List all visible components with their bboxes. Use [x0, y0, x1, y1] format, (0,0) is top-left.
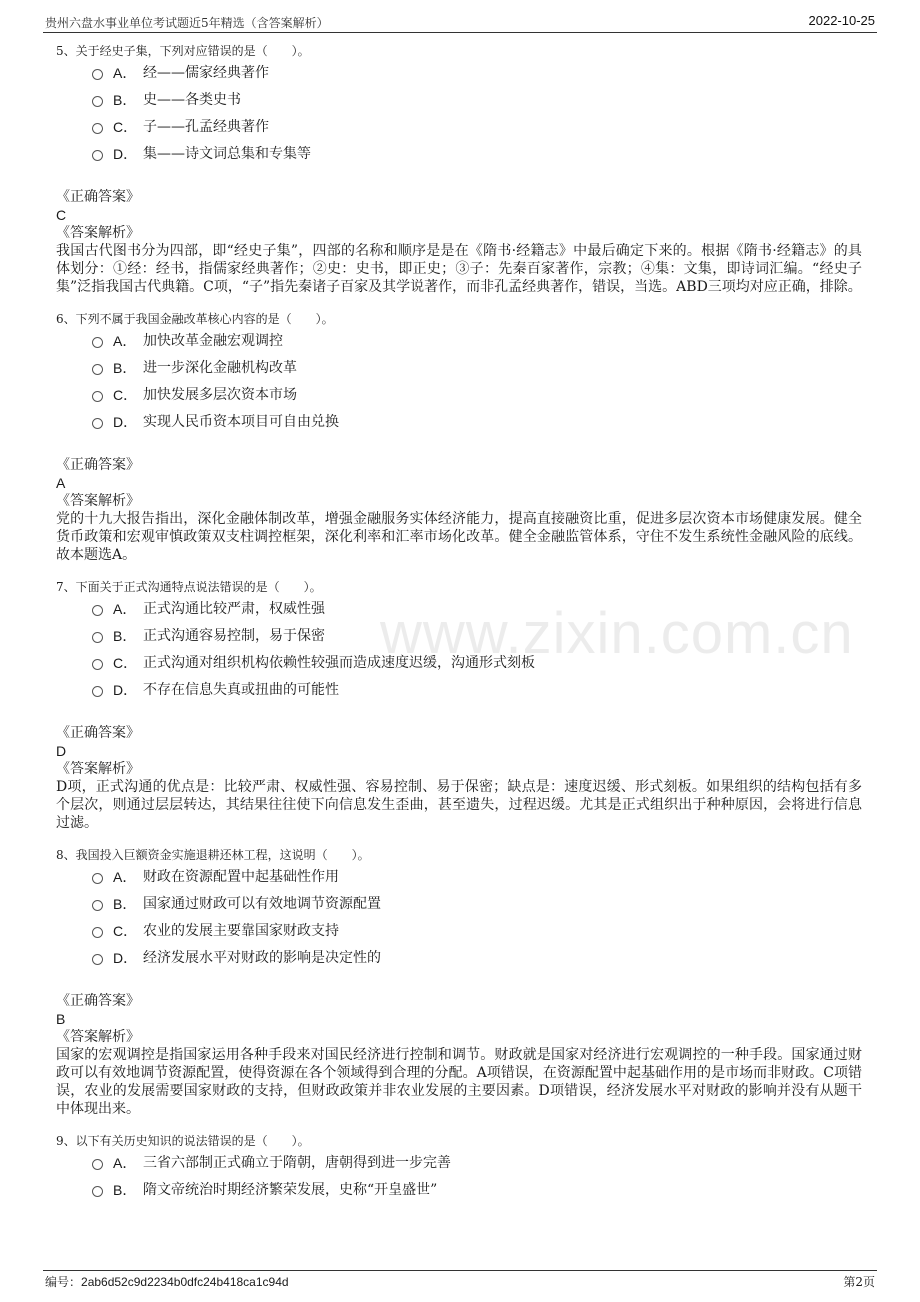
page-header	[43, 12, 877, 33]
answer-label: 《正确答案》	[56, 457, 140, 473]
radio-icon[interactable]	[92, 1159, 103, 1170]
option-item[interactable]	[92, 118, 862, 145]
question-block	[56, 1132, 862, 1208]
option-text: 正式沟通对组织机构依赖性较强而造成速度迟缓，沟通形式刻板	[143, 655, 535, 671]
option-item[interactable]	[92, 386, 862, 413]
explanation-text: 国家的宏观调控是指国家运用各种手段来对国民经济进行控制和调节。财政就是国家对经济进行宏观调控的一种手段。国家通过财政可以有效地调节资源配置，使得资源在各个领域得到合理的分配。A项错误，在资源配置中起基础作用的是市场而非财政。C项错误，农业的发展需要国家财政的支持，但财政政策并非农业发展的主要因素。D项错误，经济发展水平对财政的影响并没有从题干中体现出来。	[56, 1047, 862, 1117]
option-key: C．	[113, 923, 138, 939]
question-stem: 6、下列不属于我国金融改革核心内容的是（ ）。	[56, 312, 334, 326]
option-text: 子——孔孟经典著作	[143, 119, 269, 135]
radio-icon[interactable]	[92, 873, 103, 884]
answer-label: 《正确答案》	[56, 189, 140, 205]
option-item[interactable]	[92, 1154, 862, 1181]
explanation-label: 《答案解析》	[56, 493, 140, 509]
option-item[interactable]	[92, 413, 862, 440]
option-text: 不存在信息失真或扭曲的可能性	[143, 682, 339, 698]
option-item[interactable]	[92, 949, 862, 976]
option-key: C．	[113, 655, 138, 671]
option-list	[92, 868, 862, 976]
answer-value: D	[56, 743, 67, 759]
option-key: C．	[113, 387, 138, 403]
option-text: 集——诗文词总集和专集等	[143, 146, 311, 162]
option-item[interactable]	[92, 332, 862, 359]
explanation-text: D项，正式沟通的优点是：比较严肃、权威性强、容易控制、易于保密；缺点是：速度迟缓、形式刻板。如果组织的结构包括有多个层次，则通过层层转达，其结果往往使下向信息发生歪曲，甚至遗失，过程迟缓。尤其是正式组织出于种种原因，会将进行信息过滤。	[56, 779, 862, 831]
option-text: 经济发展水平对财政的影响是决定性的	[143, 950, 381, 966]
question-stem: 8、我国投入巨额资金实施退耕还林工程，这说明（ ）。	[56, 848, 370, 862]
option-key: D．	[113, 950, 138, 966]
radio-icon[interactable]	[92, 123, 103, 134]
option-item[interactable]	[92, 64, 862, 91]
radio-icon[interactable]	[92, 337, 103, 348]
option-list	[92, 64, 862, 172]
option-text: 正式沟通容易控制，易于保密	[143, 628, 325, 644]
option-item[interactable]	[92, 868, 862, 895]
option-key: D．	[113, 682, 138, 698]
watermark: www.zixin.com.cn	[380, 601, 854, 666]
radio-icon[interactable]	[92, 150, 103, 161]
answer-value: B	[56, 1011, 66, 1027]
code-label: 编号：	[45, 1275, 82, 1289]
option-key: B．	[113, 360, 137, 376]
radio-icon[interactable]	[92, 954, 103, 965]
option-item[interactable]	[92, 922, 862, 949]
option-item[interactable]	[92, 654, 862, 681]
option-text: 财政在资源配置中起基础性作用	[143, 869, 339, 885]
option-text: 经——儒家经典著作	[143, 65, 269, 81]
radio-icon[interactable]	[92, 1186, 103, 1197]
question-stem: 9、以下有关历史知识的说法错误的是（ ）。	[56, 1134, 310, 1148]
question-stem: 7、下面关于正式沟通特点说法错误的是（ ）。	[56, 580, 322, 594]
page-number: 第2页	[843, 1275, 875, 1289]
answer-value: A	[56, 475, 66, 491]
question-block	[56, 578, 862, 832]
explanation-text: 党的十九大报告指出，深化金融体制改革，增强金融服务实体经济能力，提高直接融资比重，促进多层次资本市场健康发展。健全货币政策和宏观审慎政策双支柱调控框架，深化利率和汇率市场化改革。健全金融监管体系，守住不发生系统性金融风险的底线。故本题选A。	[56, 511, 862, 563]
option-key: B．	[113, 92, 137, 108]
option-item[interactable]	[92, 681, 862, 708]
question-block	[56, 310, 862, 564]
radio-icon[interactable]	[92, 659, 103, 670]
option-key: B．	[113, 1182, 137, 1198]
document-date: 2022-10-25	[808, 13, 875, 28]
question-list	[56, 42, 862, 1208]
option-text: 进一步深化金融机构改革	[143, 360, 297, 376]
option-key: D．	[113, 146, 138, 162]
question-block	[56, 42, 862, 296]
radio-icon[interactable]	[92, 686, 103, 697]
option-text: 三省六部制正式确立于隋朝，唐朝得到进一步完善	[143, 1155, 451, 1171]
document-code	[45, 1273, 289, 1290]
option-list	[92, 332, 862, 440]
option-text: 隋文帝统治时期经济繁荣发展，史称“开皇盛世”	[143, 1182, 438, 1198]
option-item[interactable]	[92, 91, 862, 118]
answer-label: 《正确答案》	[56, 993, 140, 1009]
code-value: 2ab6d52c9d2234b0dfc24b418ca1c94d	[81, 1275, 289, 1289]
radio-icon[interactable]	[92, 96, 103, 107]
question-block	[56, 846, 862, 1118]
option-item[interactable]	[92, 895, 862, 922]
answer-label: 《正确答案》	[56, 725, 140, 741]
option-key: A．	[113, 65, 137, 81]
explanation-label: 《答案解析》	[56, 225, 140, 241]
option-item[interactable]	[92, 145, 862, 172]
question-stem: 5、关于经史子集，下列对应错误的是（ ）。	[56, 44, 310, 58]
radio-icon[interactable]	[92, 900, 103, 911]
option-text: 实现人民币资本项目可自由兑换	[143, 414, 339, 430]
answer-value: C	[56, 207, 67, 223]
option-list	[92, 1154, 862, 1208]
option-item[interactable]	[92, 600, 862, 627]
option-text: 加快改革金融宏观调控	[143, 333, 283, 349]
option-list	[92, 600, 862, 708]
option-text: 史——各类史书	[143, 92, 241, 108]
explanation-label: 《答案解析》	[56, 761, 140, 777]
document-title: 贵州六盘水事业单位考试题近5年精选（含答案解析）	[45, 16, 329, 30]
option-key: A．	[113, 1155, 137, 1171]
option-key: D．	[113, 414, 138, 430]
radio-icon[interactable]	[92, 364, 103, 375]
radio-icon[interactable]	[92, 69, 103, 80]
option-text: 正式沟通比较严肃，权威性强	[143, 601, 325, 617]
explanation-text: 我国古代图书分为四部，即“经史子集”，四部的名称和顺序是是在《隋书·经籍志》中最后确定下来的。根据《隋书·经籍志》的具体划分：①经：经书，指儒家经典著作；②史：史书，即正史；③子：先秦百家著作，宗教；④集：文集，即诗词汇编。“经史子集”泛指我国古代典籍。C项，“子”指先秦诸子百家及其学说著作，而非孔孟经典著作，错误，当选。ABD三项均对应正确，排除。	[56, 243, 862, 295]
option-key: C．	[113, 119, 138, 135]
radio-icon[interactable]	[92, 632, 103, 643]
radio-icon[interactable]	[92, 605, 103, 616]
option-text: 农业的发展主要靠国家财政支持	[143, 923, 339, 939]
page-footer	[43, 1270, 877, 1291]
option-text: 国家通过财政可以有效地调节资源配置	[143, 896, 381, 912]
radio-icon[interactable]	[92, 391, 103, 402]
option-key: B．	[113, 896, 137, 912]
option-text: 加快发展多层次资本市场	[143, 387, 297, 403]
explanation-label: 《答案解析》	[56, 1029, 140, 1045]
option-key: A．	[113, 601, 137, 617]
option-item[interactable]	[92, 359, 862, 386]
radio-icon[interactable]	[92, 418, 103, 429]
option-key: B．	[113, 628, 137, 644]
option-item[interactable]	[92, 1181, 862, 1208]
option-key: A．	[113, 869, 137, 885]
option-item[interactable]	[92, 627, 862, 654]
option-key: A．	[113, 333, 137, 349]
radio-icon[interactable]	[92, 927, 103, 938]
